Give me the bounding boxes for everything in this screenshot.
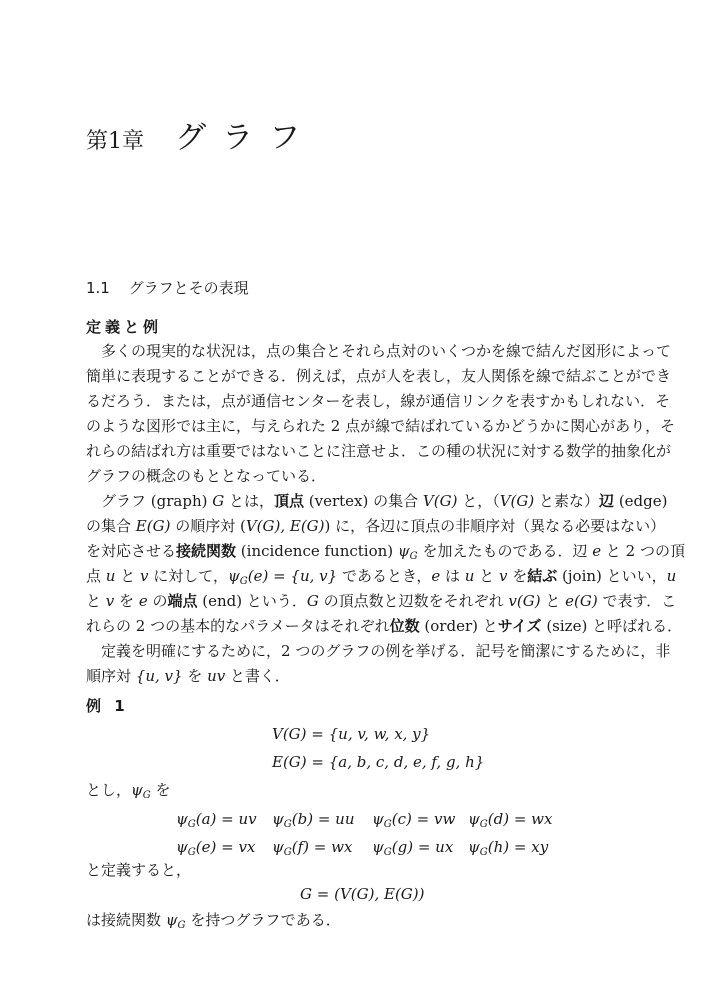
term-edge: 辺 bbox=[599, 492, 615, 510]
incidence-equation: $\psi_G(g)$ = ux bbox=[372, 838, 454, 858]
paragraph1-line: るだろう．または，点が通信センターを表し，線が通信リンクを表すかもしれない．そ bbox=[86, 392, 671, 410]
term-vertex: 頂点 bbox=[273, 492, 304, 510]
example-text-line: は接続関数 $\psi_G$ を持つグラフである． bbox=[86, 911, 341, 931]
vertex-set-equation: V(G) = {u, v, w, x, y} bbox=[272, 725, 431, 743]
paragraph1-line: グラフの概念のもととなっている． bbox=[86, 467, 327, 485]
term-incidence-function: 接続関数 bbox=[176, 542, 237, 560]
term-end: 端点 bbox=[167, 592, 198, 610]
paragraph2-line: の集合 E(G) の順序対 (V(G), E(G)) に，各辺に頂点の非順序対（異なる必要はない） bbox=[86, 517, 666, 535]
section-title: グラフとその表現 bbox=[128, 279, 249, 297]
term-join: 結ぶ bbox=[527, 567, 558, 585]
chapter-label: 第1章 bbox=[86, 129, 144, 154]
paragraph2-line: 点 u と v に対して，$\psi_G(e) = \{u$, v} であるとき，e は u と v を結ぶ (join) といい，u bbox=[86, 567, 677, 587]
paragraph1-line: 多くの現実的な状況は，点の集合とそれら点対のいくつかを線で結んだ図形によって bbox=[101, 342, 672, 360]
incidence-equation: $\psi_G(e)$ = vx bbox=[176, 838, 256, 858]
section-number: 1.1 bbox=[86, 279, 110, 297]
paragraph3-line: 順序対 {u, v} を uv と書く． bbox=[86, 667, 290, 685]
paragraph2-line: と v を e の端点 (end) という．G の頂点数と辺数をそれぞれ v(G) と e(G) で表す．こ bbox=[86, 592, 677, 610]
chapter-heading bbox=[86, 112, 316, 157]
graph-equation: G = (V(G), E(G)) bbox=[300, 885, 425, 903]
term-size: サイズ bbox=[497, 617, 542, 635]
chapter-title: グラフ bbox=[175, 120, 317, 156]
incidence-equation: $\psi_G(h)$ = xy bbox=[468, 838, 549, 858]
example-text-line: と定義すると， bbox=[86, 861, 192, 879]
paragraph1-line: れらの結ばれ方は重要ではないことに注意せよ．この種の状況に対する数学的抽象化が bbox=[86, 442, 672, 460]
edge-set-equation: E(G) = {a, b, c, d, e, f, g, h} bbox=[272, 753, 485, 771]
incidence-equation: $\psi_G(c)$ = vw bbox=[372, 810, 456, 830]
incidence-equation: $\psi_G(b)$ = uu bbox=[272, 810, 355, 830]
term-order: 位数 bbox=[389, 617, 420, 635]
subsection-heading: 定義と例 bbox=[86, 318, 163, 336]
incidence-equation: $\psi_G(d)$ = wx bbox=[468, 810, 553, 830]
paragraph3-line: 定義を明確にするために，2 つのグラフの例を挙げる．記号を簡潔にするために，非 bbox=[101, 642, 671, 660]
incidence-equation: $\psi_G(f)$ = wx bbox=[272, 838, 353, 858]
section-heading bbox=[86, 277, 249, 298]
example-text-line: とし，$\psi_G$ を bbox=[86, 781, 171, 801]
paragraph2-line: グラフ (graph) G とは，頂点 (vertex) の集合 V(G) と，（V(G) と素な）辺 (edge) bbox=[101, 492, 668, 510]
example-heading: 例 1 bbox=[86, 697, 129, 715]
paragraph1-line: のような図形では主に，与えられた 2 点が線で結ばれているかどうかに関心があり，そ bbox=[86, 417, 676, 435]
paragraph2-line: れらの 2 つの基本的なパラメータはそれぞれ位数 (order) とサイズ (size) と呼ばれる． bbox=[86, 617, 683, 635]
paragraph2-line: を対応させる接続関数 (incidence function) $\psi_G$ を加えたものである．辺 e と 2 つの頂 bbox=[86, 542, 685, 562]
paragraph1-line: 簡単に表現することができる．例えば，点が人を表し，友人関係を線で結ぶことができ bbox=[86, 367, 672, 385]
incidence-equation: $\psi_G(a)$ = uv bbox=[176, 810, 257, 830]
